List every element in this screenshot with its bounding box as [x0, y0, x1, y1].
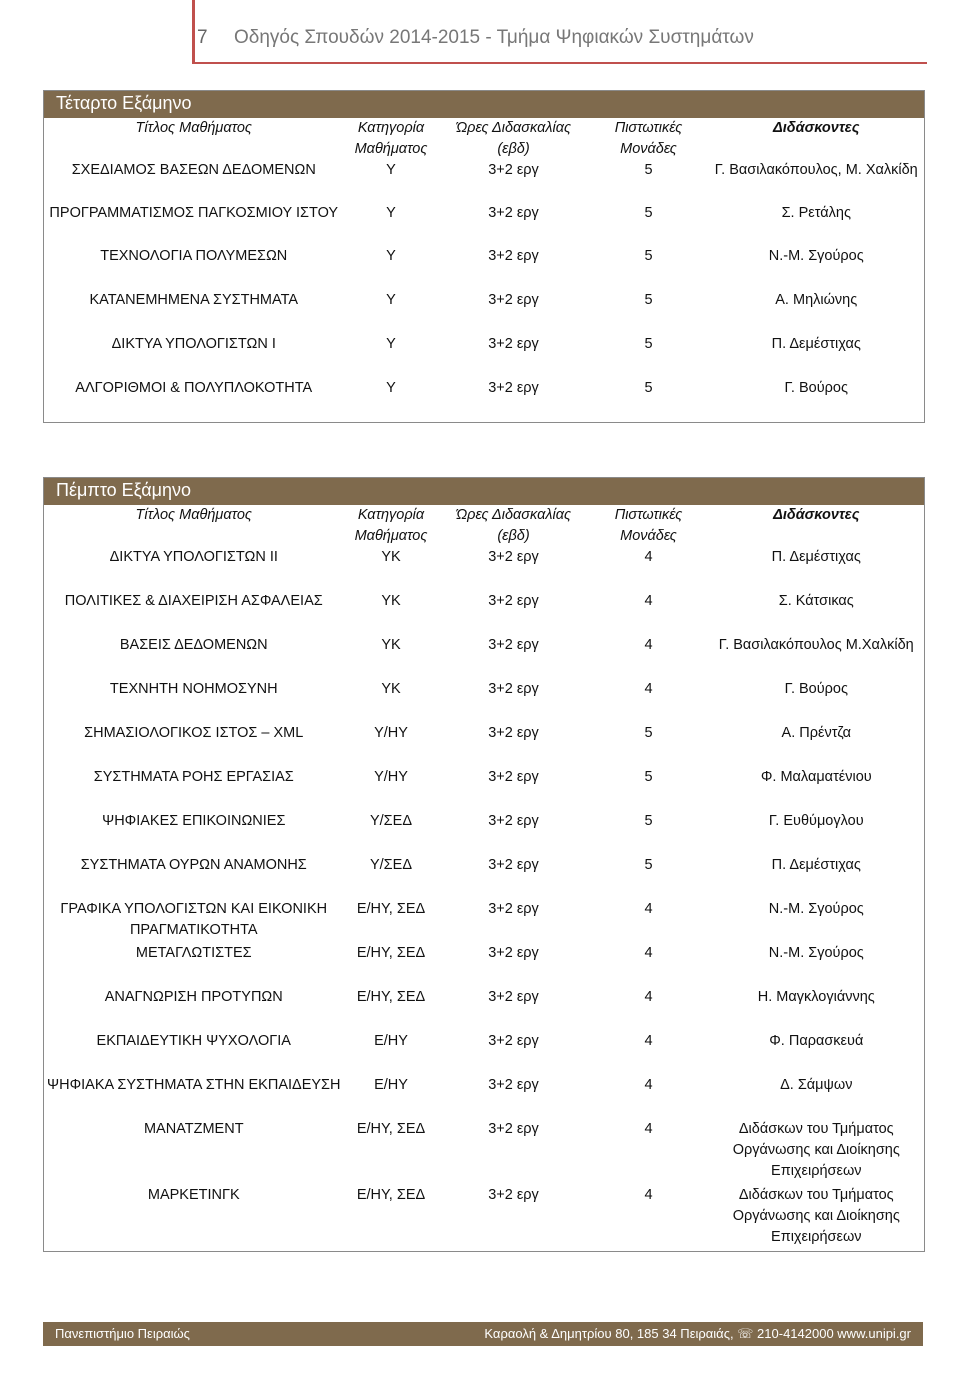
course-credits: 4 [644, 1077, 653, 1093]
course-category: Υ [386, 336, 396, 352]
course-hours: 3+2 εργ [488, 549, 539, 565]
course-row [44, 591, 925, 635]
course-row [44, 334, 925, 378]
course-title: ΓΡΑΦΙΚΑ ΥΠΟΛΟΓΙΣΤΩΝ ΚΑΙ ΕΙΚΟΝΙΚΗ ΠΡΑΓΜΑΤΙΚΟΤΗΤΑ [60, 901, 328, 938]
course-credits: 5 [644, 725, 653, 741]
course-category: ΥΚ [381, 637, 401, 653]
course-credits: 4 [644, 901, 653, 917]
course-title: ΤΕΧΝΟΛΟΓΙΑ ΠΟΛΥΜΕΣΩΝ [100, 248, 288, 264]
col-title-header: Τίτλος Μαθήματος [135, 120, 252, 136]
course-category: Υ [386, 248, 396, 264]
course-title: ΣΗΜΑΣΙΟΛΟΓΙΚΟΣ ΙΣΤΟΣ – XML [84, 725, 304, 741]
course-hours: 3+2 εργ [488, 248, 539, 264]
course-hours: 3+2 εργ [488, 813, 539, 829]
semester4-title: Τέταρτο Εξάμηνο [44, 91, 925, 119]
course-credits: 4 [644, 681, 653, 697]
course-hours: 3+2 εργ [488, 162, 539, 178]
course-hours: 3+2 εργ [488, 205, 539, 221]
course-credits: 5 [644, 292, 653, 308]
course-teacher: Γ. Βασιλακόπουλος Μ.Χαλκίδη [718, 637, 914, 653]
course-title: ΕΚΠΑΙΔΕΥΤΙΚΗ ΨΥΧΟΛΟΓΙΑ [96, 1033, 291, 1049]
course-credits: 4 [644, 1121, 653, 1137]
document-title: Οδηγός Σπουδών 2014-2015 - Τμήμα Ψηφιακών Συστημάτων [234, 27, 754, 48]
course-credits: 5 [644, 857, 653, 873]
course-title: ΨΗΦΙΑΚΕΣ ΕΠΙΚΟΙΝΩΝΙΕΣ [102, 813, 286, 829]
course-category: Ε/ΗΥ, ΣΕΔ [356, 989, 426, 1005]
course-row [44, 203, 925, 246]
col-hours-header: Ώρες Διδασκαλίας (εβδ) [455, 120, 572, 157]
course-credits: 5 [644, 248, 653, 264]
course-credits: 4 [644, 1033, 653, 1049]
course-row [44, 943, 925, 987]
course-row [44, 635, 925, 679]
course-hours: 3+2 εργ [488, 1077, 539, 1093]
course-category: Ε/ΗΥ, ΣΕΔ [356, 1121, 426, 1137]
course-category: Υ/ΗΥ [374, 725, 408, 741]
semester5-title: Πέμπτο Εξάμηνο [44, 478, 925, 506]
course-row [44, 1031, 925, 1075]
course-row [44, 899, 925, 943]
col-credits-header: Πιστωτικές Μονάδες [614, 120, 683, 157]
course-teacher: Γ. Ευθύμογλου [768, 813, 864, 829]
course-credits: 4 [644, 637, 653, 653]
course-teacher: Γ. Βασιλακόπουλος, Μ. Χαλκίδη [714, 162, 918, 178]
course-row [44, 1185, 925, 1251]
course-title: ΣΧΕΔΙΑΜΟΣ ΒΑΣΕΩΝ ΔΕΔΟΜΕΝΩΝ [71, 162, 316, 178]
course-category: Ε/ΗΥ, ΣΕΔ [356, 901, 426, 917]
course-category: Υ/ΣΕΔ [369, 813, 413, 829]
course-row [44, 679, 925, 723]
course-title: ΤΕΧΝΗΤΗ ΝΟΗΜΟΣΥΝΗ [109, 681, 278, 697]
col-credits-header: Πιστωτικές Μονάδες [614, 507, 683, 544]
course-hours: 3+2 εργ [488, 989, 539, 1005]
course-title: ΜΑΡΚΕΤΙΝΓΚ [147, 1187, 240, 1203]
col-hours-header: Ώρες Διδασκαλίας (εβδ) [455, 507, 572, 544]
course-title: ΑΛΓΟΡΙΘΜΟΙ & ΠΟΛΥΠΛΟΚΟΤΗΤΑ [75, 380, 313, 396]
course-teacher: Ν.-Μ. Σγούρος [768, 945, 864, 961]
course-credits: 4 [644, 549, 653, 565]
course-row [44, 246, 925, 290]
course-credits: 4 [644, 593, 653, 609]
course-hours: 3+2 εργ [488, 681, 539, 697]
course-hours: 3+2 εργ [488, 901, 539, 917]
course-teacher: Ν.-Μ. Σγούρος [768, 901, 864, 917]
course-teacher: Φ. Μαλαματένιου [760, 769, 872, 785]
course-category: ΥΚ [381, 549, 401, 565]
course-credits: 5 [644, 336, 653, 352]
course-row [44, 547, 925, 591]
course-teacher: Α. Πρέντζα [781, 725, 852, 741]
course-hours: 3+2 εργ [488, 292, 539, 308]
semester5-table [43, 477, 925, 1252]
course-teacher: Σ. Ρετάλης [781, 205, 851, 221]
course-category: Υ/ΣΕΔ [369, 857, 413, 873]
course-category: Ε/ΗΥ [374, 1033, 408, 1049]
course-hours: 3+2 εργ [488, 336, 539, 352]
course-title: ΣΥΣΤΗΜΑΤΑ ΡΟΗΣ ΕΡΓΑΣΙΑΣ [93, 769, 294, 785]
course-title: ΣΥΣΤΗΜΑΤΑ ΟΥΡΩΝ ΑΝΑΜΟΝΗΣ [80, 857, 307, 873]
col-title-header: Τίτλος Μαθήματος [135, 507, 252, 523]
course-category: Ε/ΗΥ [374, 1077, 408, 1093]
course-category: Υ [386, 205, 396, 221]
course-hours: 3+2 εργ [488, 725, 539, 741]
course-row [44, 290, 925, 334]
course-teacher: Π. Δεμέστιχας [771, 857, 861, 873]
course-row [44, 1119, 925, 1185]
course-row [44, 160, 925, 203]
course-teacher: Π. Δεμέστιχας [771, 549, 861, 565]
course-row [44, 1075, 925, 1119]
course-category: Υ [386, 380, 396, 396]
course-hours: 3+2 εργ [488, 380, 539, 396]
course-hours: 3+2 εργ [488, 1187, 539, 1203]
course-credits: 5 [644, 380, 653, 396]
course-credits: 5 [644, 205, 653, 221]
course-title: ΜΑΝΑΤΖΜΕΝΤ [143, 1121, 244, 1137]
course-category: ΥΚ [381, 593, 401, 609]
course-category: ΥΚ [381, 681, 401, 697]
course-hours: 3+2 εργ [488, 769, 539, 785]
course-title: ΠΡΟΓΡΑΜΜΑΤΙΣΜΟΣ ΠΑΓΚΟΣΜΙΟΥ ΙΣΤΟΥ [49, 205, 339, 221]
course-teacher: Διδάσκων του Τμήματος Οργάνωσης και Διοίκησης Επιχειρήσεων [732, 1121, 900, 1179]
page-footer [43, 1322, 923, 1346]
course-row [44, 855, 925, 899]
page-header [27, 0, 927, 64]
semester4-header-row [44, 118, 925, 160]
semester4-table [43, 90, 925, 423]
col-category-header: Κατηγορία Μαθήματος [354, 120, 428, 157]
course-teacher: Α. Μηλιώνης [775, 292, 858, 308]
course-teacher: Διδάσκων του Τμήματος Οργάνωσης και Διοίκησης Επιχειρήσεων [732, 1187, 900, 1245]
course-credits: 5 [644, 162, 653, 178]
course-teacher: Σ. Κάτσικας [778, 593, 854, 609]
course-hours: 3+2 εργ [488, 1121, 539, 1137]
header-divider [192, 0, 195, 64]
course-category: Υ [386, 162, 396, 178]
course-hours: 3+2 εργ [488, 1033, 539, 1049]
col-category-header: Κατηγορία Μαθήματος [354, 507, 428, 544]
course-title: ΚΑΤΑΝΕΜΗΜΕΝΑ ΣΥΣΤΗΜΑΤΑ [89, 292, 299, 308]
course-title: ΜΕΤΑΓΛΩΤΙΣΤΕΣ [135, 945, 252, 961]
course-credits: 4 [644, 945, 653, 961]
course-category: Υ/ΗΥ [374, 769, 408, 785]
course-row [44, 723, 925, 767]
course-credits: 5 [644, 813, 653, 829]
col-teachers-header: Διδάσκοντες [773, 507, 860, 523]
course-teacher: Ν.-Μ. Σγούρος [768, 248, 864, 264]
course-title: ΒΑΣΕΙΣ ΔΕΔΟΜΕΝΩΝ [119, 637, 268, 653]
course-credits: 5 [644, 769, 653, 785]
course-credits: 4 [644, 1187, 653, 1203]
footer-contact: Καραολή & Δημητρίου 80, 185 34 Πειραιάς, ☏ 210-4142000 www.unipi.gr [484, 1326, 911, 1341]
footer-university: Πανεπιστήμιο Πειραιώς [55, 1326, 190, 1341]
course-credits: 4 [644, 989, 653, 1005]
course-teacher: Γ. Βούρος [784, 380, 848, 396]
course-row [44, 811, 925, 855]
col-teachers-header: Διδάσκοντες [773, 120, 860, 136]
semester5-header-row [44, 505, 925, 547]
course-title: ΔΙΚΤΥΑ ΥΠΟΛΟΓΙΣΤΩΝ ΙΙ [109, 549, 278, 565]
course-title: ΑΝΑΓΝΩΡΙΣΗ ΠΡΟΤΥΠΩΝ [104, 989, 283, 1005]
course-row [44, 767, 925, 811]
course-category: Ε/ΗΥ, ΣΕΔ [356, 1187, 426, 1203]
course-hours: 3+2 εργ [488, 945, 539, 961]
course-category: Ε/ΗΥ, ΣΕΔ [356, 945, 426, 961]
page-number: 7 [197, 27, 208, 48]
course-title: ΔΙΚΤΥΑ ΥΠΟΛΟΓΙΣΤΩΝ Ι [111, 336, 276, 352]
course-row [44, 987, 925, 1031]
course-teacher: Π. Δεμέστιχας [771, 336, 861, 352]
course-row [44, 378, 925, 422]
course-teacher: Δ. Σάμψων [780, 1077, 853, 1093]
course-category: Υ [386, 292, 396, 308]
course-title: ΨΗΦΙΑΚΑ ΣΥΣΤΗΜΑΤΑ ΣΤΗΝ ΕΚΠΑΙΔΕΥΣΗ [47, 1077, 341, 1093]
course-hours: 3+2 εργ [488, 593, 539, 609]
course-teacher: Γ. Βούρος [784, 681, 848, 697]
course-teacher: Φ. Παρασκευά [769, 1033, 864, 1049]
course-hours: 3+2 εργ [488, 637, 539, 653]
course-title: ΠΟΛΙΤΙΚΕΣ & ΔΙΑΧΕΙΡΙΣΗ ΑΣΦΑΛΕΙΑΣ [64, 593, 323, 609]
header-rule [192, 62, 927, 64]
course-hours: 3+2 εργ [488, 857, 539, 873]
course-teacher: Η. Μαγκλογιάννης [757, 989, 875, 1005]
